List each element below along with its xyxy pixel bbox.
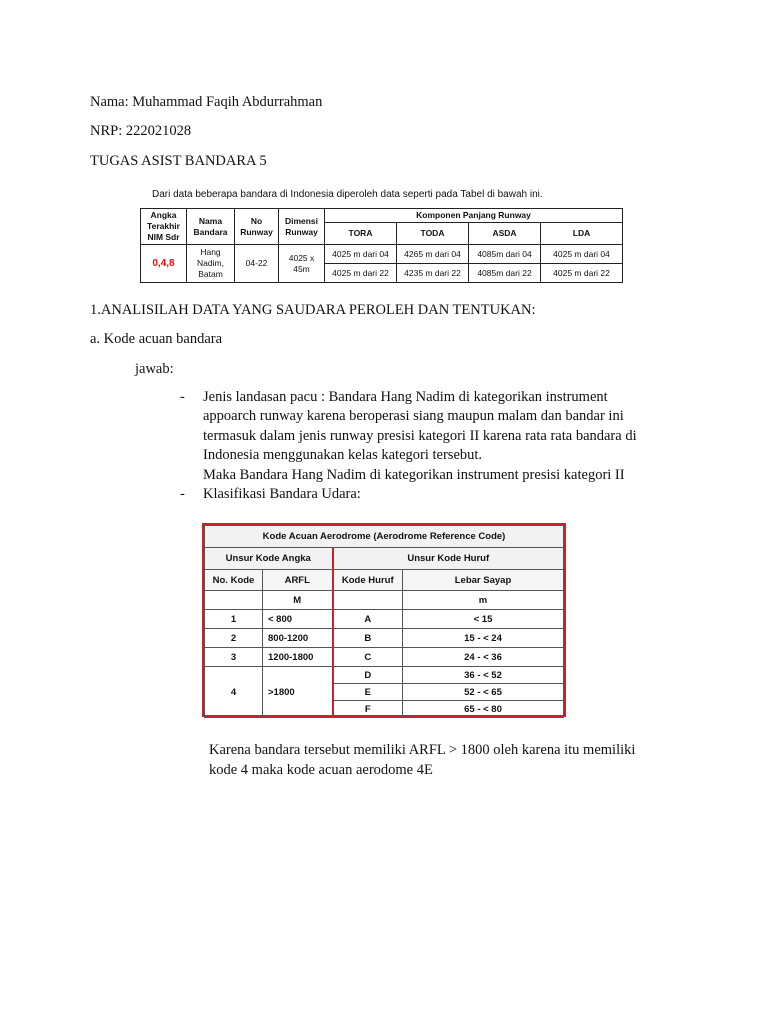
header-lda: LDA — [541, 223, 623, 245]
section-subheading: a. Kode acuan bandara — [90, 331, 223, 347]
cell-no: 2 — [205, 629, 263, 648]
cell-arfl: < 800 — [263, 610, 333, 629]
aerodrome-reference-code-table — [202, 523, 566, 717]
cell-arfl: 800-1200 — [263, 629, 333, 648]
cell-no-runway: 04-22 — [235, 245, 279, 283]
cell-huruf: C — [333, 648, 403, 667]
cell-huruf: F — [333, 701, 403, 718]
cell-toda-22: 4235 m dari 22 — [397, 264, 469, 283]
conclusion-line: kode 4 maka kode acuan aerodome 4E — [209, 762, 433, 778]
header-asda: ASDA — [469, 223, 541, 245]
cell-huruf: A — [333, 610, 403, 629]
cell-lebar: 52 - < 65 — [403, 684, 564, 701]
student-name: Nama: Muhammad Faqih Abdurrahman — [90, 94, 323, 110]
header-toda: TODA — [397, 223, 469, 245]
conclusion-line: Karena bandara tersebut memiliki ARFL > 1800 oleh karena itu memiliki — [209, 742, 636, 758]
cell-huruf: B — [333, 629, 403, 648]
header-no-runway: No Runway — [235, 209, 279, 245]
runway-data-table — [140, 208, 623, 283]
cell-nama: Hang Nadim, Batam — [187, 245, 235, 283]
cell-lebar: 24 - < 36 — [403, 648, 564, 667]
table2-title: Kode Acuan Aerodrome (Aerodrome Reference Code) — [205, 526, 564, 548]
unit-arfl: M — [263, 591, 333, 610]
header-angka: Angka Terakhir NIM Sdr — [141, 209, 187, 245]
group-angka: Unsur Kode Angka — [205, 548, 333, 570]
student-nrp: NRP: 222021028 — [90, 123, 192, 139]
bullet2-text: Klasifikasi Bandara Udara: — [203, 486, 361, 502]
cell-lebar: 65 - < 80 — [403, 701, 564, 718]
task-title: TUGAS ASIST BANDARA 5 — [90, 153, 267, 169]
header-nama: Nama Bandara — [187, 209, 235, 245]
cell-lda-04: 4025 m dari 04 — [541, 245, 623, 264]
cell-tora-22: 4025 m dari 22 — [325, 264, 397, 283]
col-arfl: ARFL — [263, 570, 333, 591]
col-lebar-sayap: Lebar Sayap — [403, 570, 564, 591]
cell-huruf: D — [333, 667, 403, 684]
bullet-dash: - — [180, 486, 185, 502]
header-tora: TORA — [325, 223, 397, 245]
cell-no: 4 — [205, 667, 263, 718]
bullet1-line: termasuk dalam jenis runway presisi kategori II karena rata rata bandara di — [203, 428, 637, 444]
header-dimensi: Dimensi Runway — [279, 209, 325, 245]
cell-no: 3 — [205, 648, 263, 667]
bullet1-line: Indonesia menggunakan kelas kategori tersebut. — [203, 447, 483, 463]
table1-caption: Dari data beberapa bandara di Indonesia diperoleh data seperti pada Tabel di bawah ini. — [152, 189, 543, 200]
header-komponen: Komponen Panjang Runway — [325, 209, 623, 223]
cell-lda-22: 4025 m dari 22 — [541, 264, 623, 283]
cell-no: 1 — [205, 610, 263, 629]
bullet1-line: Jenis landasan pacu : Bandara Hang Nadim di kategorikan instrument — [203, 389, 608, 405]
cell-lebar: 15 - < 24 — [403, 629, 564, 648]
bullet1-line: Maka Bandara Hang Nadim di kategorikan instrument presisi kategori II — [203, 467, 625, 483]
cell-tora-04: 4025 m dari 04 — [325, 245, 397, 264]
cell-toda-04: 4265 m dari 04 — [397, 245, 469, 264]
cell-asda-04: 4085m dari 04 — [469, 245, 541, 264]
cell-dimensi: 4025 x 45m — [279, 245, 325, 283]
bullet1-line: appoarch runway karena beroperasi siang maupun malam dan bandar ini — [203, 408, 624, 424]
section-heading: 1.ANALISILAH DATA YANG SAUDARA PEROLEH DAN TENTUKAN: — [90, 302, 536, 318]
cell-lebar: 36 - < 52 — [403, 667, 564, 684]
cell-huruf: E — [333, 684, 403, 701]
col-kode-huruf: Kode Huruf — [333, 570, 403, 591]
cell-arfl: 1200-1800 — [263, 648, 333, 667]
cell-lebar: < 15 — [403, 610, 564, 629]
col-no-kode: No. Kode — [205, 570, 263, 591]
cell-asda-22: 4085m dari 22 — [469, 264, 541, 283]
group-huruf: Unsur Kode Huruf — [333, 548, 564, 570]
answer-label: jawab: — [135, 361, 174, 377]
cell-angka: 0,4,8 — [141, 245, 187, 283]
bullet-dash: - — [180, 389, 185, 405]
unit-lebar: m — [403, 591, 564, 610]
cell-arfl: >1800 — [263, 667, 333, 718]
